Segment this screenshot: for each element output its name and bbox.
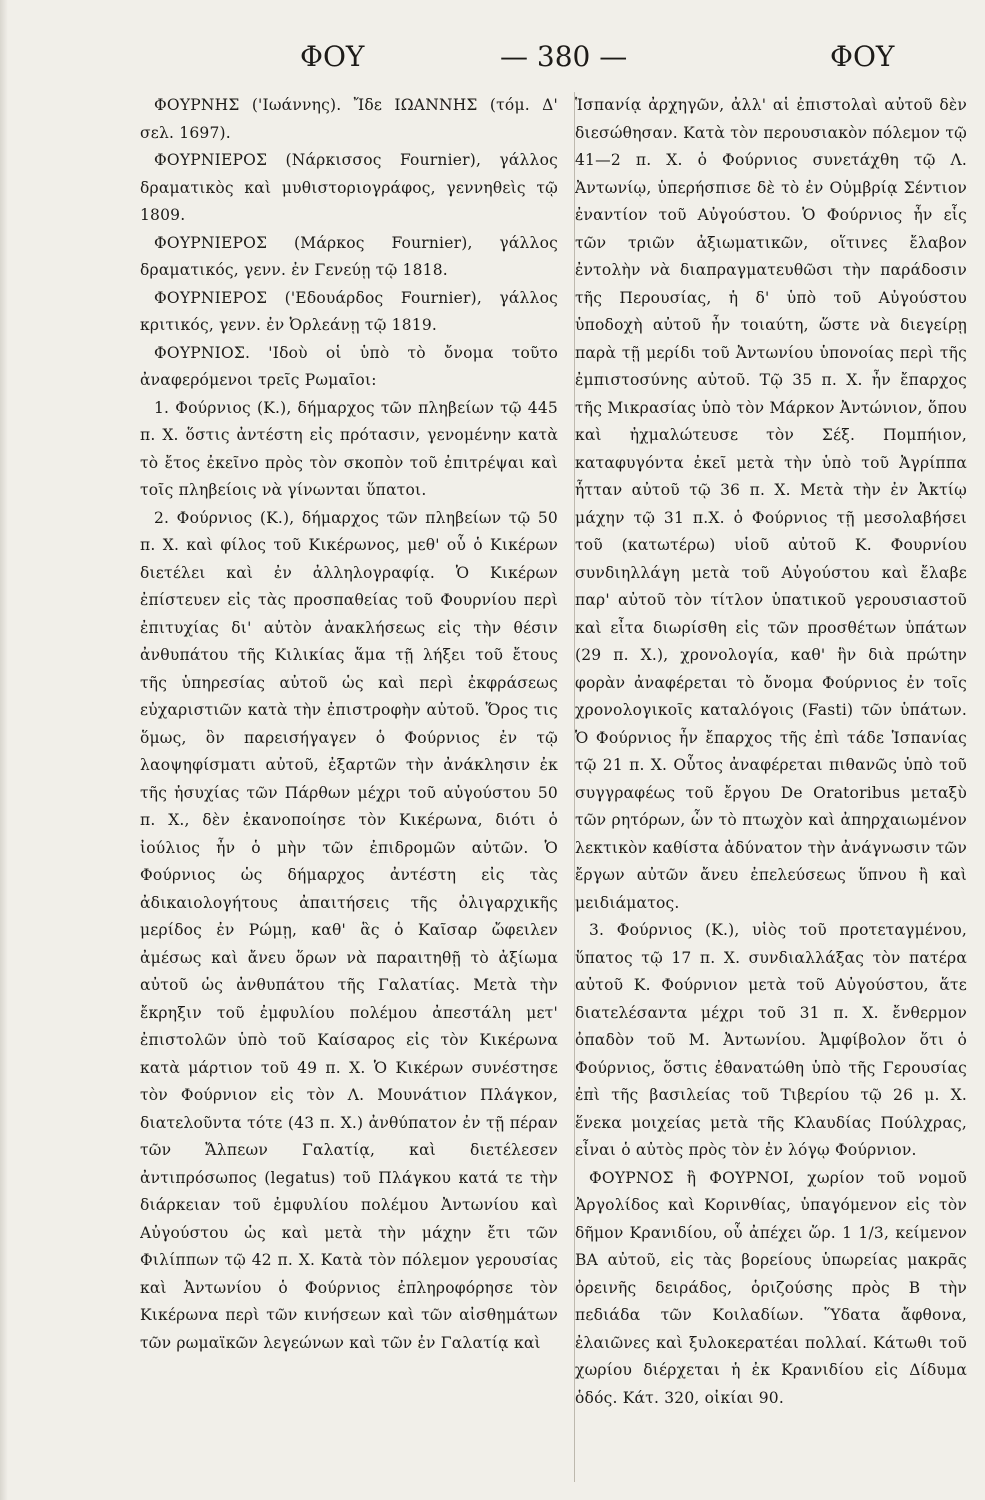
entry-fournios-2: 2. Φούρνιος (Κ.), δήμαρχος τῶν πληβείων τῷ 50 π. Χ. καὶ φίλος τοῦ Κικέρωνος, μεθ' οὗ ὁ Κικέρων διετέλει καὶ ἐν ἀλληλογραφίᾳ. Ὁ Κικέρων ἐπίστευεν εἰς τὰς προσπαθείας τοῦ Φουρνίου περὶ ἐπιτυχίας δι' αὐτὸν ἀνακλήσεως εἰς τὴν θέσιν ἀνθυπάτου τῆς Κιλικίας ἅμα τῇ λήξει τοῦ ἔτους τῆς ὑπηρεσίας αὐτοῦ ὡς καὶ περὶ ἐκφράσεως εὐχαριστιῶν κατὰ τὴν ἐπιστροφὴν αὐτοῦ. Ὅρος τις ὅμως, ὃν παρεισήγαγεν ὁ Φούρνιος ἐν τῷ λαοψηφίσματι αὐτοῦ, ἐξαρτῶν τὴν ἀνάκλησιν ἐκ τῆς ἡσυχίας τῶν Πάρθων μέχρι τοῦ αὐγούστου 50 π. Χ., δὲν ἐκανοποίησε τὸν Κικέρωνα, διότι ὁ ἰούλιος ἦν ὁ μὴν τῶν ἐπιδρομῶν αὐτῶν. Ὁ Φούρνιος ὡς δήμαρχος ἀντέστη εἰς τὰς ἀδικαιολογήτους ἀπαιτήσεις τῆς ὀλιγαρχικῆς μερίδος ἐν Ρώμῃ, καθ' ἃς ὁ Καῖσαρ ὤφειλεν ἀμέσως καὶ ἄνευ ὅρων νὰ παραιτηθῇ τὸ ἀξίωμα αὐτοῦ ὡς ἀνθυπάτου τῆς Γαλατίας. Μετὰ τὴν ἔκρηξιν τοῦ ἐμφυλίου πολέμου ἀπεστάλη μετ' ἐπιστολῶν ὑπὸ τοῦ Καίσαρος εἰς τὸν Κικέρωνα κατὰ μάρτιον τοῦ 49 π. Χ. Ὁ Κικέρων συνέστησε τὸν Φούρνιον εἰς τὸν Λ. Μουνάτιον Πλάγκον, διατελοῦντα τότε (43 π. Χ.) ἀνθύπατον ἐν τῇ πέραν τῶν Ἄλπεων Γαλατίᾳ, καὶ διετέλεσεν ἀντιπρόσωπος (legatus) τοῦ Πλάγκου κατά τε τὴν διάρκειαν τοῦ ἐμφυλίου πολέμου Ἀντωνίου καὶ Αὐγούστου ὡς καὶ μετὰ τὴν μάχην ἔτι τῶν Φιλίππων τῷ 42 π. Χ. Κατὰ τὸν πόλεμον γερουσίας καὶ Ἀντωνίου ὁ Φούρνιος ἐπληροφόρησε τὸν Κικέρωνα περὶ τῶν κινήσεων καὶ τῶν αἰσθημάτων τῶν ρωμαϊκῶν λεγεώνων καὶ τῶν ἐν Γαλατίᾳ καὶ — [140, 508, 558, 1352]
right-column — [574, 92, 967, 1482]
entry-fournos: ΦΟΥΡΝΟΣ ἢ ΦΟΥΡΝΟΙ, χωρίον τοῦ νομοῦ Ἀργολίδος καὶ Κορινθίας, ὑπαγόμενον εἰς τὸν δῆμον Κρανιδίου, οὗ ἀπέχει ὥρ. 1 1/3, κείμενον ΒΑ αὐτοῦ, εἰς τὰς βορείους ὑπωρείας μακρᾶς ὀρεινῆς δειράδος, ὁριζούσης πρὸς Β τὴν πεδιάδα τῶν Κοιλαδίων. Ὕδατα ἄφθονα, ἐλαιῶνες καὶ ξυλοκερατέαι πολλαί. Κάτωθι τοῦ χωρίου διέρχεται ἡ ἐκ Κρανιδίου εἰς Δίδυμα ὁδός. Κάτ. 320, οἰκίαι 90. — [575, 1168, 967, 1407]
entry-fournes: ΦΟΥΡΝΗΣ ('Ιωάννης). Ἴδε ΙΩΑΝΝΗΣ (τόμ. Δ' σελ. 1697). — [140, 96, 558, 142]
entry-fournier-edouard: ΦΟΥΡΝΙΕΡΟΣ ('Εδουάρδος Fournier), γάλλος κριτικός, γενν. ἐν Ὀρλεάνῃ τῷ 1819. — [140, 288, 558, 334]
running-header — [60, 40, 935, 80]
binding-shadow — [0, 0, 8, 1500]
left-column — [140, 92, 558, 1482]
entry-fournios-3: 3. Φούρνιος (Κ.), υἱὸς τοῦ προτεταγμένου, ὕπατος τῷ 17 π. Χ. συνδιαλλάξας τὸν πατέρα αὐτοῦ Κ. Φούρνιον μετὰ τοῦ Αὐγούστου, ἅτε διατελέσαντα μέχρι τοῦ 31 π. Χ. ἔνθερμον ὀπαδὸν τοῦ Μ. Ἀντωνίου. Ἀμφίβολον ὅτι ὁ Φούρνιος, ὅστις ἐθανατώθη ὑπὸ τῆς Γερουσίας ἐπὶ τῆς βασιλείας τοῦ Τιβερίου τῷ 26 μ. Χ. ἕνεκα μοιχείας μετὰ τῆς Κλαυδίας Πούλχρας, εἶναι ὁ αὐτὸς πρὸς τὸν ἐν λόγῳ Φούρνιον. — [575, 921, 967, 1159]
page-number: — 380 — — [500, 40, 628, 73]
entry-fournios: ΦΟΥΡΝΙΟΣ. 'Ιδοὺ οἱ ὑπὸ τὸ ὄνομα τοῦτο ἀναφερόμενοι τρεῖς Ρωμαῖοι: — [140, 343, 558, 389]
entry-fournier-narcisse: ΦΟΥΡΝΙΕΡΟΣ (Νάρκισσος Fournier), γάλλος δραματικὸς καὶ μυθιστοριογράφος, γεννηθεὶς τῷ 1809. — [140, 151, 558, 224]
entry-fournios-1: 1. Φούρνιος (Κ.), δήμαρχος τῶν πληβείων τῷ 445 π. Χ. ὅστις ἀντέστη εἰς πρότασιν, γενομένην κατὰ τὸ ἔτος ἐκεῖνο πρὸς τὸν σκοπὸν τοῦ ἐπιτρέψαι καὶ τοῖς πληβείοις νὰ γίνωνται ὕπατοι. — [140, 398, 558, 499]
header-right-keyword: ΦΟΥ — [830, 40, 895, 73]
entry-fournios-2-continued: Ἱσπανίᾳ ἀρχηγῶν, ἀλλ' αἱ ἐπιστολαὶ αὐτοῦ δὲν διεσώθησαν. Κατὰ τὸν περουσιακὸν πόλεμον τῷ 41—2 π. Χ. ὁ Φούρνιος συνετάχθη τῷ Λ. Ἀντωνίῳ, ὑπερήσπισε δὲ τὸ ἐν Οὐμβρίᾳ Σέντιον ἐναντίον τοῦ Αὐγούστου. Ὁ Φούρνιος ἦν εἷς τῶν τριῶν ἀξιωματικῶν, οἵτινες ἔλαβον ἐντολὴν νὰ διαπραγματευθῶσι τὴν παράδοσιν τῆς Περουσίας, ἡ δ' ὑπὸ τοῦ Αὐγούστου ὑποδοχὴ αὐτοῦ ἦν τοιαύτη, ὥστε νὰ διεγείρῃ παρὰ τῇ μερίδι τοῦ Ἀντωνίου ὑπονοίας περὶ τῆς ἐμπιστοσύνης αὐτοῦ. Τῷ 35 π. Χ. ἦν ἔπαρχος τῆς Μικρασίας ὑπὸ τὸν Μάρκον Ἀντώνιον, ὅπου καὶ ἠχμαλώτευσε τὸν Σέξ. Πομπήιον, καταφυγόντα ἐκεῖ μετὰ τὴν ὑπὸ τοῦ Ἀγρίππα ἧτταν αὐτοῦ τῷ 36 π. Χ. Μετὰ τὴν ἐν Ἀκτίῳ μάχην τῷ 31 π.Χ. ὁ Φούρνιος τῇ μεσολαβήσει τοῦ (κατωτέρω) υἱοῦ αὐτοῦ Κ. Φουρνίου συνδιηλλάγη μετὰ τοῦ Αὐγούστου καὶ ἔλαβε παρ' αὐτοῦ τὸν τίτλον ὑπατικοῦ γερουσιαστοῦ καὶ εἶτα διωρίσθη εἰς τῶν προσθέτων ὑπάτων (29 π. Χ.), χρονολογία, καθ' ἣν διὰ πρώτην φορὰν ἀναφέρεται τὸ ὄνομα Φούρνιος ἐν τοῖς χρονολογικοῖς καταλόγοις (Fasti) τῶν ὑπάτων. Ὁ Φούρνιος ἦν ἔπαρχος τῆς ἐπὶ τάδε Ἱσπανίας τῷ 21 π. Χ. Οὗτος ἀναφέρεται πιθανῶς ὑπὸ τοῦ συγγραφέως τοῦ ἔργου De Oratoribus μεταξὺ τῶν ρητόρων, ὧν τὸ πτωχὸν καὶ ἀπηρχαιωμένον λεκτικὸν καθίστα ἀδύνατον τὴν ἀνάγνωσιν τῶν ἔργων αὐτῶν ἄνευ ἐπελεύσεως ὕπνου ἢ καὶ μειδιάματος. — [575, 96, 967, 912]
entry-fournier-marc: ΦΟΥΡΝΙΕΡΟΣ (Μάρκος Fournier), γάλλος δραματικός, γενν. ἐν Γενεύῃ τῷ 1818. — [140, 233, 558, 279]
header-left-keyword: ΦΟΥ — [300, 40, 365, 73]
